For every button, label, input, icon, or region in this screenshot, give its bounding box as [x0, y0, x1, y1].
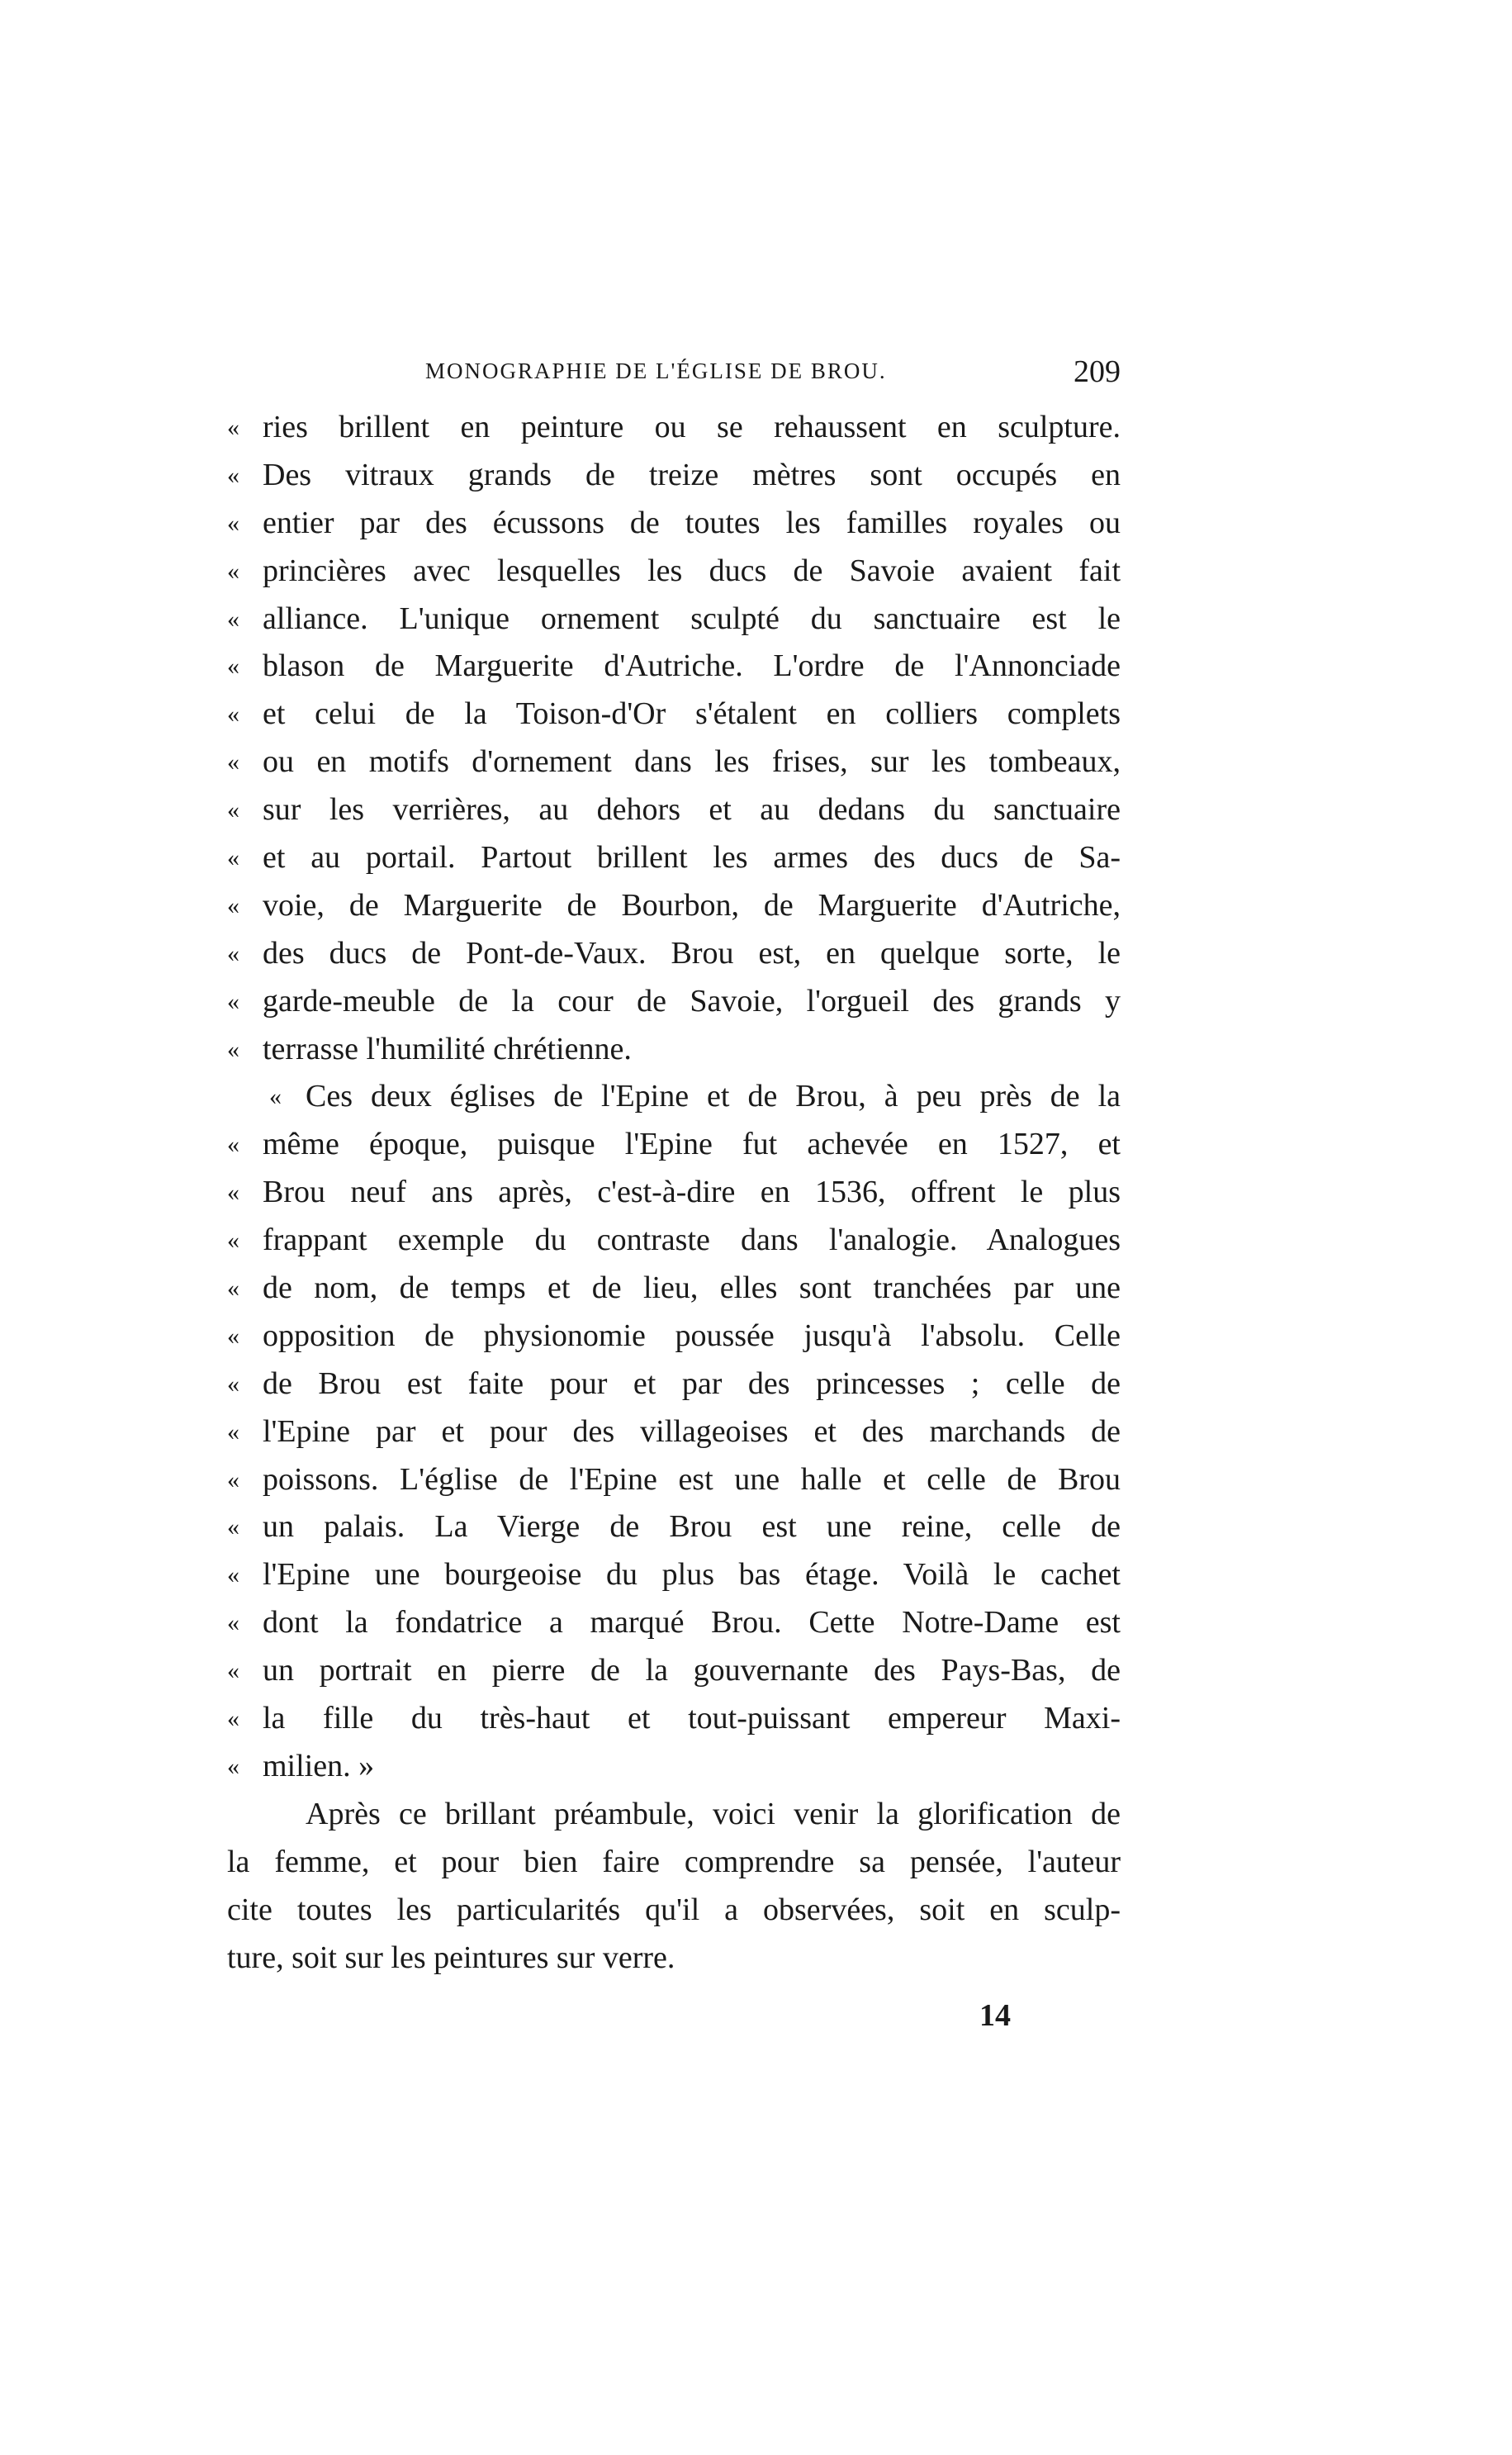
- line-text: l'Epine par et pour des villageoises et des marchands de: [263, 1413, 1121, 1449]
- quote-mark: «: [227, 1609, 239, 1637]
- signature-mark: 14: [979, 1998, 1011, 2033]
- line-text: des ducs de Pont-de-Vaux. Brou est, en quelque sorte, le: [263, 935, 1121, 971]
- quote-mark: «: [227, 653, 239, 681]
- line-text: Ces deux églises de l'Epine et de Brou, à peu près de la: [306, 1079, 1121, 1114]
- quote-mark: «: [227, 700, 239, 729]
- text-line: [227, 1599, 1121, 1647]
- quote-mark: «: [227, 1131, 239, 1159]
- text-line: [227, 1695, 1121, 1743]
- line-text: Des vitraux grands de treize mètres sont occupés en: [263, 457, 1121, 492]
- line-text: ries brillent en peinture ou se rehaussent en sculpture.: [263, 410, 1121, 444]
- text-line: [227, 1743, 1121, 1791]
- line-text: sur les verrières, au dehors et au dedans du sanctuaire: [263, 792, 1121, 828]
- text-line: [227, 1217, 1121, 1265]
- quote-mark: «: [227, 1513, 239, 1541]
- text-line: [227, 452, 1121, 500]
- quote-mark: «: [227, 844, 239, 872]
- text-line: [227, 1265, 1121, 1313]
- quote-mark: «: [227, 414, 239, 441]
- quote-mark: «: [227, 461, 239, 489]
- quote-mark: «: [227, 1227, 239, 1255]
- text-line: [227, 738, 1121, 786]
- text-line: [227, 1456, 1121, 1504]
- quote-mark: «: [227, 939, 239, 967]
- line-text: la femme, et pour bien faire comprendre sa pensée, l'auteur: [227, 1844, 1121, 1879]
- quote-mark: «: [227, 796, 239, 824]
- text-line: [227, 978, 1121, 1026]
- text-line: [227, 643, 1121, 691]
- line-text: et au portail. Partout brillent les armes des ducs de Sa-: [263, 840, 1121, 876]
- line-text: ou en motifs d'ornement dans les frises, sur les tombeaux,: [263, 744, 1121, 780]
- line-text: frappant exemple du contraste dans l'analogie. Analogues: [263, 1223, 1121, 1258]
- line-text: voie, de Marguerite de Bourbon, de Marguerite d'Autriche,: [263, 887, 1121, 923]
- text-line: [227, 1169, 1121, 1217]
- text-line: [227, 1503, 1121, 1551]
- page-number: 209: [1074, 354, 1121, 389]
- line-text: la fille du très-haut et tout-puissant empereur Maxi-: [263, 1701, 1121, 1736]
- line-text: alliance. L'unique ornement sculpté du sanctuaire est le: [263, 601, 1121, 636]
- body-text: [227, 404, 1121, 1982]
- text-line: [227, 691, 1121, 738]
- text-line: [227, 1551, 1121, 1599]
- text-line: [227, 1887, 1121, 1935]
- quote-mark: «: [227, 1705, 239, 1733]
- running-title: MONOGRAPHIE DE L'ÉGLISE DE BROU.: [425, 359, 887, 383]
- line-text: dont la fondatrice a marqué Brou. Cette Notre-Dame est: [263, 1605, 1121, 1641]
- quote-mark: «: [227, 987, 239, 1015]
- quote-mark: «: [227, 1465, 239, 1493]
- quote-mark: «: [227, 1561, 239, 1589]
- text-line: [227, 1791, 1121, 1839]
- quote-mark: «: [227, 1322, 239, 1350]
- line-text: poissons. L'église de l'Epine est une halle et celle de Brou: [263, 1461, 1121, 1497]
- line-text: Après ce brillant préambule, voici venir la glorification de: [306, 1796, 1121, 1831]
- text-line: [227, 1073, 1121, 1121]
- text-line: [227, 1408, 1121, 1456]
- line-text: Brou neuf ans après, c'est-à-dire en 1536, offrent le plus: [263, 1175, 1121, 1210]
- line-text: même époque, puisque l'Epine fut achevée en 1527, et: [263, 1127, 1121, 1162]
- line-text: milien. »: [263, 1748, 375, 1783]
- line-text: ture, soit sur les peintures sur verre.: [227, 1940, 675, 1975]
- text-line: [227, 1026, 1121, 1074]
- text-line: [227, 786, 1121, 834]
- quote-mark: «: [227, 1417, 239, 1446]
- quote-mark: «: [227, 1179, 239, 1207]
- quote-mark: «: [227, 1752, 239, 1780]
- text-line: [227, 548, 1121, 596]
- quote-mark: «: [269, 1083, 282, 1111]
- quote-mark: «: [227, 891, 239, 919]
- running-header: [227, 354, 1121, 392]
- quote-mark: «: [227, 605, 239, 633]
- text-line: [227, 1839, 1121, 1887]
- text-line: [227, 404, 1121, 452]
- line-text: garde-meuble de la cour de Savoie, l'orgueil des grands y: [263, 983, 1121, 1019]
- quote-mark: «: [227, 1275, 239, 1303]
- line-text: entier par des écussons de toutes les familles royales ou: [263, 505, 1121, 540]
- line-text: de nom, de temps et de lieu, elles sont tranchées par une: [263, 1270, 1121, 1306]
- quote-mark: «: [227, 1657, 239, 1685]
- text-line: [227, 1647, 1121, 1695]
- text-line: [227, 1121, 1121, 1169]
- line-text: blason de Marguerite d'Autriche. L'ordre de l'Annonciade: [263, 648, 1121, 684]
- line-text: terrasse l'humilité chrétienne.: [263, 1031, 632, 1066]
- text-line: [227, 596, 1121, 643]
- text-line: [227, 500, 1121, 548]
- line-text: et celui de la Toison-d'Or s'étalent en colliers complets: [263, 696, 1121, 732]
- quote-mark: «: [227, 557, 239, 585]
- line-text: de Brou est faite pour et par des princesses ; celle de: [263, 1365, 1121, 1401]
- line-text: princières avec lesquelles les ducs de Savoie avaient fait: [263, 553, 1121, 588]
- line-text: opposition de physionomie poussée jusqu'à l'absolu. Celle: [263, 1318, 1121, 1353]
- text-line: [227, 834, 1121, 882]
- text-line: [227, 1313, 1121, 1360]
- line-text: un portrait en pierre de la gouvernante des Pays-Bas, de: [263, 1653, 1121, 1688]
- quote-mark: «: [227, 509, 239, 537]
- line-text: l'Epine une bourgeoise du plus bas étage. Voilà le cachet: [263, 1557, 1121, 1593]
- quote-mark: «: [227, 1370, 239, 1398]
- text-line: [227, 1360, 1121, 1408]
- text-line: [227, 930, 1121, 978]
- text-line: [227, 882, 1121, 930]
- quote-mark: «: [227, 748, 239, 776]
- line-text: un palais. La Vierge de Brou est une reine, celle de: [263, 1509, 1121, 1545]
- text-line: [227, 1935, 1121, 1983]
- line-text: cite toutes les particularités qu'il a observées, soit en sculp-: [227, 1892, 1121, 1927]
- quote-mark: «: [227, 1035, 239, 1063]
